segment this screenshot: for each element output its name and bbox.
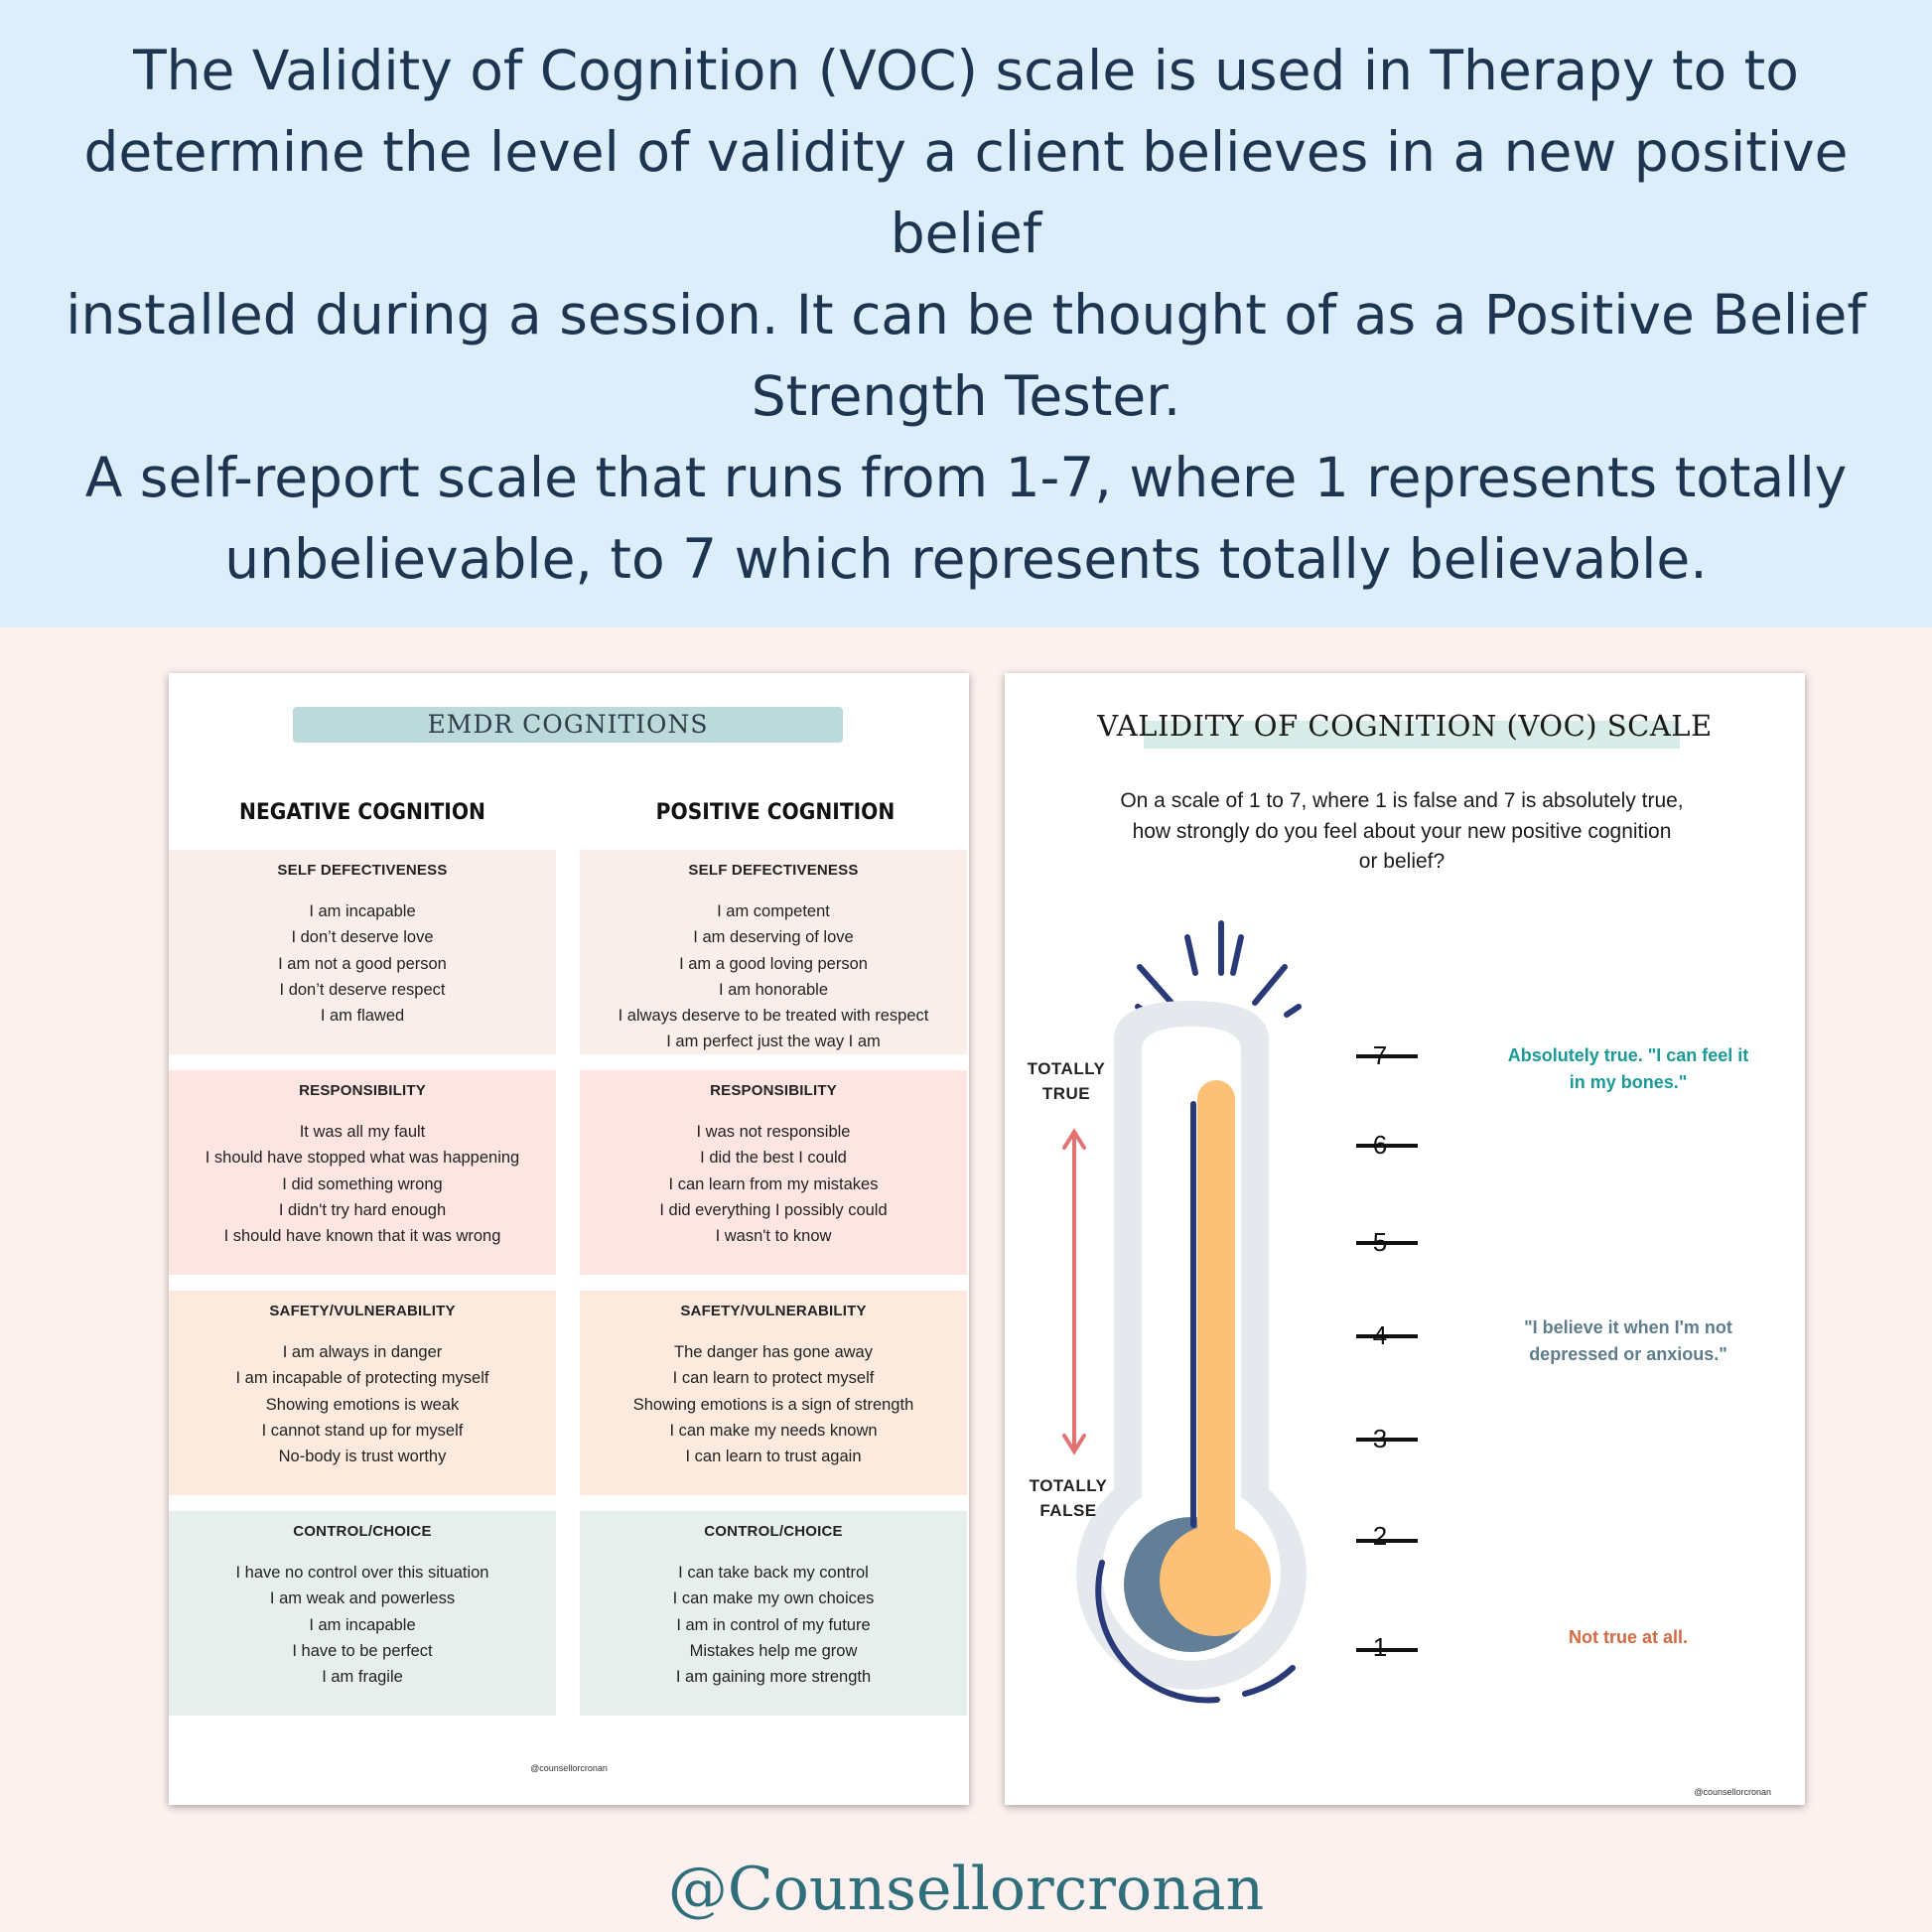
emdr-cognitions-sheet bbox=[169, 673, 969, 1805]
category-heading: RESPONSIBILITY bbox=[710, 1082, 837, 1099]
positive-cognition-box bbox=[580, 1511, 967, 1716]
intro-paragraph-1 bbox=[40, 30, 1892, 437]
totally-true-label bbox=[1007, 1056, 1126, 1106]
cognition-item: I am competent bbox=[717, 902, 830, 920]
intro-line: installed during a session. It can be thought of as a Positive Belief bbox=[66, 283, 1866, 346]
note-line: depressed or anxious." bbox=[1529, 1344, 1727, 1364]
cognition-list bbox=[580, 898, 967, 1055]
cognition-item: Mistakes help me grow bbox=[689, 1641, 858, 1660]
cognition-item: I am always in danger bbox=[282, 1343, 443, 1361]
cognition-item: I should have stopped what was happening bbox=[205, 1149, 520, 1168]
positive-cognition-box bbox=[580, 1070, 967, 1275]
cognition-item: I cannot stand up for myself bbox=[261, 1421, 464, 1440]
cognition-item: Showing emotions is weak bbox=[265, 1395, 460, 1414]
scale-number-2: 2 bbox=[1372, 1521, 1388, 1551]
category-heading: SELF DEFECTIVENESS bbox=[277, 862, 448, 879]
intro-line: The Validity of Cognition (VOC) scale is used in Therapy to to bbox=[133, 39, 1799, 102]
cognition-item: I am flawed bbox=[320, 1007, 405, 1026]
scale-number-5: 5 bbox=[1372, 1227, 1388, 1257]
emdr-title: EMDR COGNITIONS bbox=[293, 707, 843, 743]
category-heading: RESPONSIBILITY bbox=[299, 1082, 426, 1099]
cognition-item: I am fragile bbox=[322, 1668, 403, 1687]
cognition-item: I can learn to protect myself bbox=[672, 1369, 875, 1388]
cognition-item: I am incapable of protecting myself bbox=[235, 1369, 489, 1388]
category-heading: CONTROL/CHOICE bbox=[293, 1523, 432, 1540]
scale-number-6: 6 bbox=[1372, 1130, 1388, 1160]
negative-cognition-box bbox=[169, 1070, 556, 1275]
intro-line: unbelievable, to 7 which represents totally believable. bbox=[224, 527, 1708, 591]
note-not-true: Not true at all. bbox=[1568, 1627, 1688, 1647]
intro-line: A self-report scale that runs from 1-7, where 1 represents totally bbox=[84, 446, 1848, 509]
cognition-item: I am gaining more strength bbox=[675, 1668, 872, 1687]
cognition-item: I didn't try hard enough bbox=[278, 1200, 447, 1219]
cognition-item: I am in control of my future bbox=[676, 1615, 871, 1634]
negative-cognition-box bbox=[169, 1291, 556, 1495]
cognition-item: No-body is trust worthy bbox=[278, 1448, 447, 1466]
glow-rays-icon bbox=[1138, 923, 1299, 1015]
cognition-item: I am incapable bbox=[309, 1615, 416, 1634]
cognition-item: I have no control over this situation bbox=[235, 1564, 489, 1582]
positive-cognition-header: POSITIVE COGNITION bbox=[655, 800, 896, 825]
category-heading: SELF DEFECTIVENESS bbox=[688, 862, 859, 879]
cognition-list bbox=[169, 1119, 556, 1249]
label-line: TOTALLY bbox=[1027, 1059, 1106, 1078]
positive-cognition-box bbox=[580, 850, 967, 1054]
cognition-item: I don’t deserve love bbox=[291, 928, 434, 947]
totally-false-label bbox=[1009, 1473, 1128, 1523]
scale-number-1: 1 bbox=[1372, 1632, 1388, 1662]
category-heading: SAFETY/VULNERABILITY bbox=[269, 1303, 456, 1319]
question-line: On a scale of 1 to 7, where 1 is false and 7 is absolutely true, bbox=[1120, 789, 1684, 812]
cognition-item: The danger has gone away bbox=[674, 1343, 873, 1361]
cognition-item: I have to be perfect bbox=[292, 1641, 433, 1660]
scale-number-4: 4 bbox=[1372, 1320, 1388, 1350]
brand-handle: @Counsellorcronan bbox=[667, 1855, 1265, 1924]
double-arrow-icon bbox=[1064, 1132, 1084, 1451]
cognition-item: I can make my needs known bbox=[669, 1421, 878, 1440]
cognition-item: I am not a good person bbox=[278, 954, 447, 973]
cognition-item: I don’t deserve respect bbox=[279, 980, 446, 999]
note-believe-when bbox=[1489, 1314, 1767, 1368]
cognition-item: It was all my fault bbox=[299, 1123, 426, 1141]
cognition-list bbox=[169, 898, 556, 1029]
note-line: in my bones." bbox=[1569, 1072, 1688, 1092]
cognition-item: I can take back my control bbox=[678, 1564, 869, 1582]
cognition-item: I did everything I possibly could bbox=[659, 1200, 888, 1219]
negative-cognition-box bbox=[169, 850, 556, 1054]
negative-cognition-box bbox=[169, 1511, 556, 1716]
cognition-item: I can learn from my mistakes bbox=[668, 1174, 879, 1193]
mercury-column bbox=[1197, 1080, 1235, 1547]
label-line: TRUE bbox=[1041, 1084, 1091, 1103]
voc-title: VALIDITY OF COGNITION (VOC) SCALE bbox=[1097, 709, 1713, 743]
cognition-item: I wasn't to know bbox=[715, 1227, 832, 1246]
cognition-list bbox=[580, 1560, 967, 1690]
cognition-item: I always deserve to be treated with respect bbox=[618, 1007, 929, 1026]
cognition-item: Showing emotions is a sign of strength bbox=[632, 1395, 914, 1414]
cognition-list bbox=[580, 1119, 967, 1249]
cognition-list bbox=[169, 1560, 556, 1690]
label-line: FALSE bbox=[1039, 1501, 1097, 1520]
cognition-item: I am a good loving person bbox=[679, 954, 868, 973]
footer-handle: @counsellorcronan bbox=[530, 1763, 608, 1773]
footer-handle: @counsellorcronan bbox=[1694, 1787, 1771, 1797]
label-line: TOTALLY bbox=[1029, 1476, 1108, 1495]
note-absolutely-true bbox=[1489, 1042, 1767, 1096]
positive-cognition-box bbox=[580, 1291, 967, 1495]
scale-number-7: 7 bbox=[1372, 1040, 1388, 1070]
cognition-item: I am weak and powerless bbox=[269, 1589, 456, 1608]
cognition-item: I did something wrong bbox=[282, 1174, 443, 1193]
intro-line: determine the level of validity a client believes in a new positive belief bbox=[83, 120, 1849, 265]
cognition-item: I am perfect just the way I am bbox=[666, 1033, 881, 1051]
cognition-list bbox=[580, 1339, 967, 1469]
cognition-item: I am incapable bbox=[309, 902, 416, 920]
negative-cognition-header: NEGATIVE COGNITION bbox=[239, 800, 485, 825]
note-line: "I believe it when I'm not bbox=[1524, 1317, 1732, 1337]
cognition-item: I can learn to trust again bbox=[685, 1448, 862, 1466]
note-line: Absolutely true. "I can feel it bbox=[1507, 1045, 1749, 1065]
category-heading: CONTROL/CHOICE bbox=[704, 1523, 843, 1540]
intro-line: Strength Tester. bbox=[751, 364, 1181, 428]
cognition-item: I am honorable bbox=[718, 980, 829, 999]
cognition-item: I am deserving of love bbox=[693, 928, 854, 947]
voc-scale-sheet bbox=[1005, 673, 1805, 1805]
question-line: or belief? bbox=[1358, 850, 1446, 873]
cognition-item: I did the best I could bbox=[700, 1149, 847, 1168]
cognition-list bbox=[169, 1339, 556, 1469]
category-heading: SAFETY/VULNERABILITY bbox=[680, 1303, 867, 1319]
cognition-item: I should have known that it was wrong bbox=[223, 1227, 501, 1246]
scale-number-3: 3 bbox=[1372, 1424, 1388, 1453]
cognition-item: I can make my own choices bbox=[672, 1589, 875, 1608]
question-line: how strongly do you feel about your new positive cognition bbox=[1132, 819, 1672, 843]
cognition-item: I was not responsible bbox=[696, 1123, 851, 1141]
intro-paragraph-2 bbox=[40, 437, 1892, 600]
